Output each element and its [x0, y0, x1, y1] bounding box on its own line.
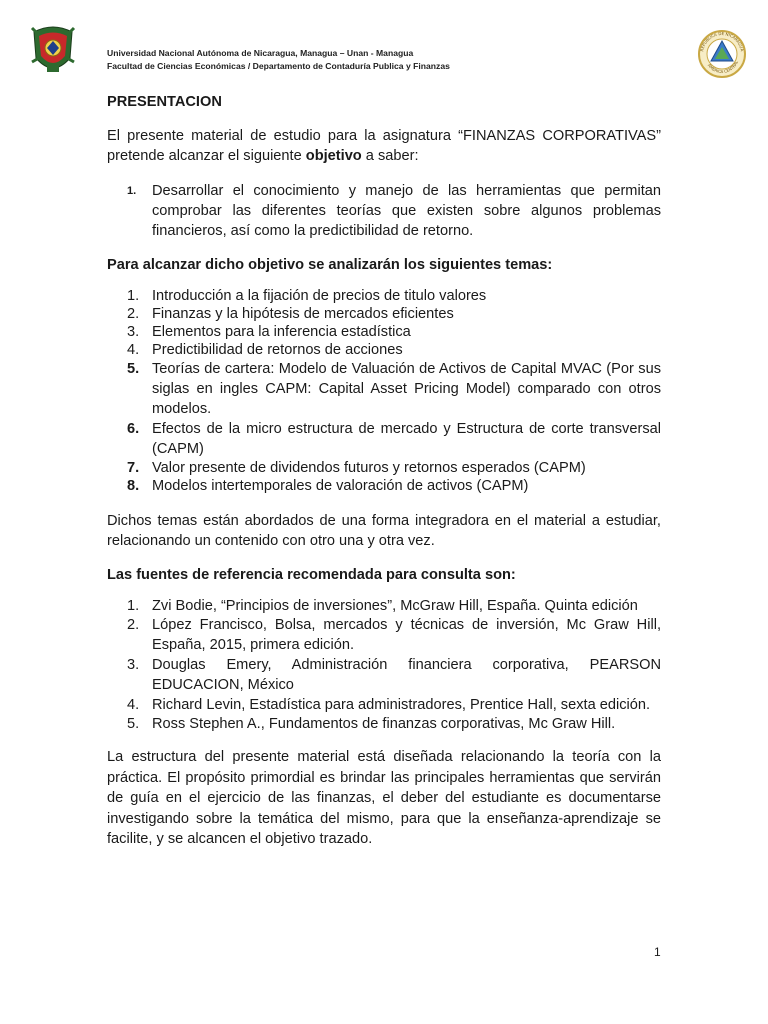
document-header [107, 47, 450, 72]
nicaragua-seal-logo [695, 29, 749, 79]
topics-list [107, 287, 661, 495]
list-item [107, 615, 661, 655]
list-item [107, 181, 661, 241]
list-item-text: Elementos para la inferencia estadística [152, 324, 411, 340]
list-item [107, 477, 661, 495]
document-body [107, 92, 661, 850]
list-item-text: Ross Stephen A., Fundamentos de finanzas corporativas, Mc Graw Hill. [152, 716, 616, 732]
list-item [107, 287, 661, 305]
list-item [107, 715, 661, 733]
header-faculty: Facultad de Ciencias Económicas / Departamento de Contaduría Publica y Finanzas [107, 60, 450, 71]
list-item-text: Zvi Bodie, “Principios de inversiones”, McGraw Hill, España. Quinta edición [152, 598, 638, 614]
list-number: 2. [127, 617, 140, 633]
seal-text-bottom: AMERICA CENTRAL [706, 59, 740, 75]
topics-heading: Para alcanzar dicho objetivo se analizarán los siguientes temas: [107, 257, 553, 273]
list-number: 1. [127, 185, 137, 197]
list-number: 7. [127, 460, 140, 476]
list-number: 5. [127, 716, 140, 732]
intro-paragraph [107, 126, 661, 166]
list-item-text: Valor presente de dividendos futuros y retornos esperados (CAPM) [152, 460, 586, 476]
list-item-text: Finanzas y la hipótesis de mercados eficientes [152, 306, 454, 322]
list-item-text: Efectos de la micro estructura de mercado y Estructura de corte transversal (CAPM) [152, 421, 661, 457]
list-number: 4. [127, 342, 140, 358]
list-item [107, 359, 661, 419]
list-item-text: Predictibilidad de retornos de acciones [152, 342, 403, 358]
intro-text-2: a saber: [361, 148, 419, 164]
list-item-text: Douglas Emery, Administración financiera corporativa, PEARSON EDUCACION, México [152, 657, 661, 693]
list-item [107, 597, 661, 615]
list-item-text: Introducción a la fijación de precios de titulo valores [152, 288, 487, 304]
list-item [107, 341, 661, 359]
list-item-text: Desarrollar el conocimiento y manejo de las herramientas que permitan comprobar las diferentes teorías que existen sobre algunos problemas financieros, así como la predictibilidad de retorno. [152, 183, 661, 239]
list-item [107, 459, 661, 477]
list-number: 8. [127, 478, 140, 494]
closing-paragraph: La estructura del presente material está diseñada relacionando la teoría con la práctica. El propósito primordial es brindar las principales herramientas que servirán de guía en el ejercicio de las finanzas, el deber del estudiante es documentarse investigando sobre la temática del mismo, para que la enseñanza-aprendizaje se facilite, y se alcancen el objetivo trazado. [107, 749, 661, 847]
header-university: Universidad Nacional Autónoma de Nicaragua, Managua – Unan - Managua [107, 48, 414, 58]
intro-bold-word: objetivo [305, 148, 362, 164]
list-item [107, 695, 661, 715]
list-item-text: López Francisco, Bolsa, mercados y técnicas de inversión, Mc Graw Hill, España, 2015, primera edición. [152, 617, 661, 653]
list-number: 1. [127, 288, 140, 304]
list-number: 3. [127, 657, 140, 673]
list-number: 1. [127, 598, 140, 614]
list-number: 6. [127, 421, 140, 437]
university-logo [30, 22, 76, 78]
list-item-text: Modelos intertemporales de valoración de activos (CAPM) [152, 478, 529, 494]
seal-text-top: REPUBLICA DE NICARAGUA [699, 30, 745, 52]
page-title: PRESENTACION [107, 94, 222, 110]
list-number: 5. [127, 361, 140, 377]
objective-list [107, 181, 661, 241]
references-heading: Las fuentes de referencia recomendada para consulta son: [107, 567, 516, 583]
list-item [107, 655, 661, 695]
references-list [107, 597, 661, 733]
list-number: 2. [127, 306, 140, 322]
list-item-text: Teorías de cartera: Modelo de Valuación de Activos de Capital MVAC (Por sus siglas en ingles CAPM: Capital Asset Pricing Model) comparado con otros modelos. [152, 361, 661, 417]
list-number: 4. [127, 697, 140, 713]
intro-text-1: El presente material de estudio para la asignatura “FINANZAS CORPORATIVAS” pretende alcanzar el siguiente [107, 128, 661, 164]
list-number: 3. [127, 324, 140, 340]
page-number: 1 [654, 945, 661, 959]
list-item [107, 323, 661, 341]
list-item [107, 419, 661, 459]
list-item-text: Richard Levin, Estadística para administradores, Prentice Hall, sexta edición. [152, 697, 651, 713]
list-item [107, 305, 661, 323]
topics-note-paragraph: Dichos temas están abordados de una forma integradora en el material a estudiar, relacionando un contenido con otro una y otra vez. [107, 513, 661, 549]
